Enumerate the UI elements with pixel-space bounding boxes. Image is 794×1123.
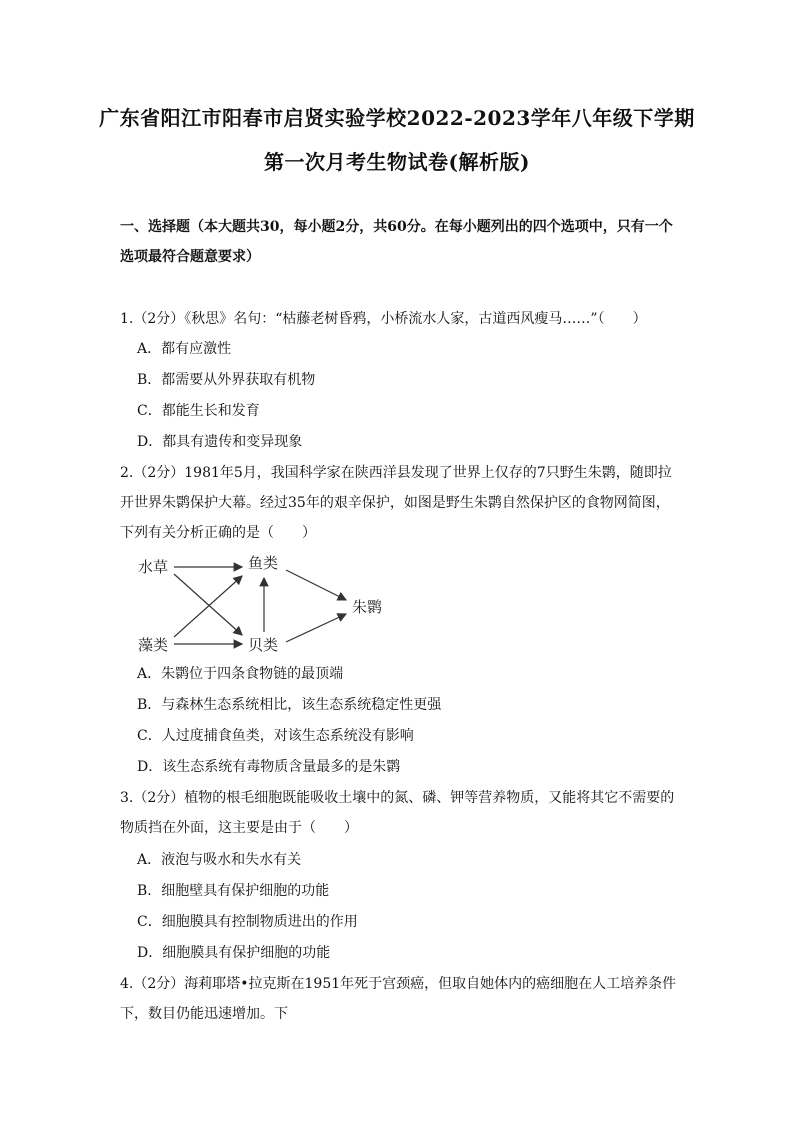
question-4-stem: 4.（2分）海莉耶塔•拉克斯在1951年死于宫颈癌，但取自她体内的癌细胞在人工培养条件下，数目仍能迅速增加。下 [120, 976, 677, 1022]
arrow-algae-to-fish [174, 576, 242, 637]
question-3-option-c: C．细胞膜具有控制物质进出的作用 [137, 914, 358, 930]
section-heading: 一、选择题（本大题共30，每小题2分，共60分。在每小题列出的四个选项中，只有一个选项最符合题意要求） [120, 219, 673, 265]
question-2-option-c: C．人过度捕食鱼类，对该生态系统没有影响 [137, 728, 414, 744]
exam-title-line1: 广东省阳江市阳春市启贤实验学校2022-2023学年八年级下学期 [99, 106, 695, 130]
node-shellfish: 贝类 [248, 636, 279, 654]
node-fish: 鱼类 [248, 554, 279, 572]
question-1-option-d: D．都具有遗传和变异现象 [137, 434, 303, 450]
question-1-stem: 1.（2分）《秋思》名句：“枯藤老树昏鸦，小桥流水人家，古道西风瘦马……”（ ） [120, 311, 647, 327]
arrow-fish-to-ibis [286, 570, 346, 600]
question-2-option-a: A．朱鹮位于四条食物链的最顶端 [137, 666, 344, 682]
question-2-stem: 2.（2分）1981年5月，我国科学家在陕西洋县发现了世界上仅存的7只野生朱鹮，随即拉开世界朱鹮保护大幕。经过35年的艰辛保护，如图是野生朱鹮自然保护区的食物网简图，下列有关分析正确的是（ ） [120, 465, 672, 541]
arrow-grass-to-shellfish [174, 574, 242, 635]
question-3-option-a: A．液泡与吸水和失水有关 [137, 852, 302, 868]
question-3-stem: 3.（2分）植物的根毛细胞既能吸收土壤中的氮、磷、钾等营养物质，又能将其它不需要的物质挡在外面，这主要是由于（ ） [120, 790, 675, 836]
question-2-option-d: D．该生态系统有毒物质含量最多的是朱鹮 [137, 759, 401, 775]
question-1-option-b: B．都需要从外界获取有机物 [137, 372, 316, 388]
food-web-diagram [130, 548, 410, 658]
node-water-grass: 水草 [138, 558, 169, 576]
node-ibis: 朱鹮 [352, 598, 383, 616]
node-algae: 藻类 [138, 636, 169, 654]
question-1-option-c: C．都能生长和发育 [137, 403, 260, 419]
arrow-shellfish-to-ibis [286, 614, 346, 642]
question-2-option-b: B．与森林生态系统相比，该生态系统稳定性更强 [137, 697, 442, 713]
question-1-option-a: A．都有应激性 [137, 341, 232, 357]
exam-title-line2: 第一次月考生物试卷(解析版) [264, 150, 530, 174]
question-3-option-d: D．细胞膜具有保护细胞的功能 [137, 945, 331, 961]
question-3-option-b: B．细胞壁具有保护细胞的功能 [137, 883, 330, 899]
